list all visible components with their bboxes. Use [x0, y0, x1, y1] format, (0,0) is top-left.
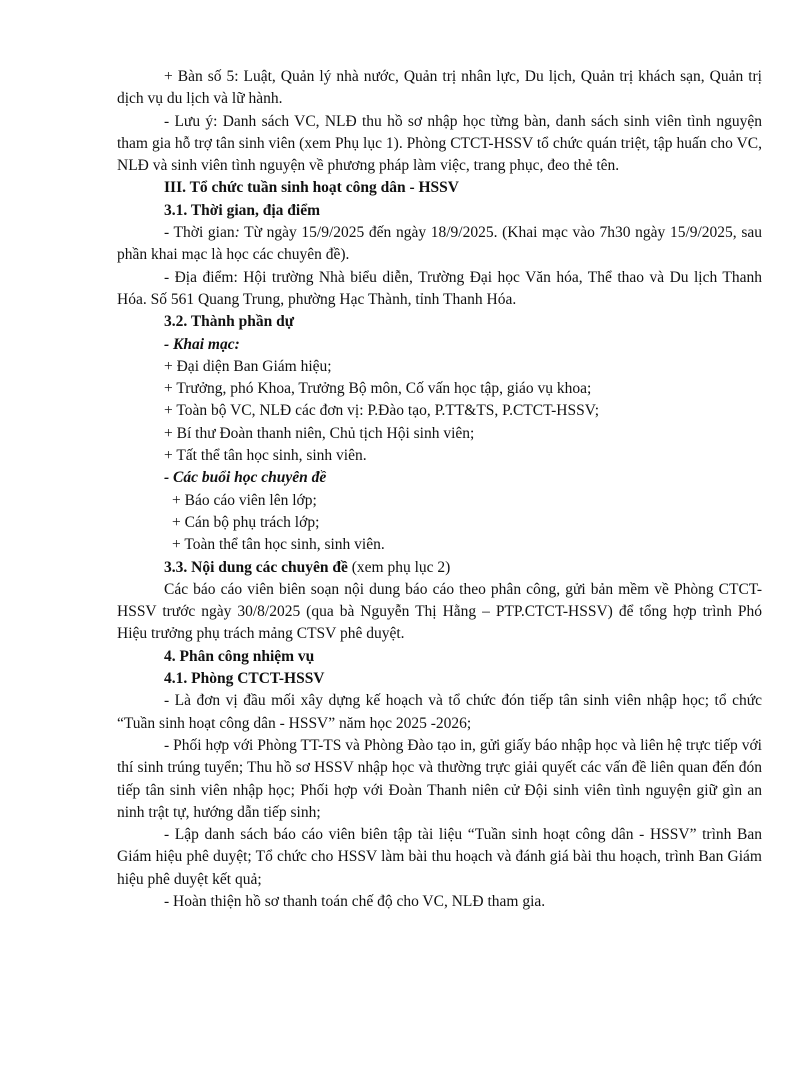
heading-3-3-ref: (xem phụ lục 2) [347, 558, 451, 576]
list-item: + Cán bộ phụ trách lớp; [172, 513, 320, 531]
heading-3-1: 3.1. Thời gian, địa điểm [164, 201, 321, 219]
heading-4-1: 4.1. Phòng CTCT-HSSV [164, 670, 325, 688]
heading-3-3-title: 3.3. Nội dung các chuyên đề [164, 558, 348, 576]
heading-section-4: 4. Phân công nhiệm vụ [164, 647, 315, 665]
list-item: + Trưởng, phó Khoa, Trưởng Bộ môn, Cố vấn học tập, giáo vụ khoa; [164, 380, 592, 398]
duty-item: - Là đơn vị đầu mối xây dựng kế hoạch và tổ chức đón tiếp tân sinh viên nhập học; tổ chức “Tuần sinh hoạt công dân - HSSV” năm học 2025 -2026; [117, 692, 762, 732]
opening-label: - Khai mạc: [164, 335, 240, 353]
time-text: Từ ngày 15/9/2025 đến ngày 18/9/2025. (Khai mạc vào 7h30 ngày 15/9/2025, sau phần khai mạc là học các chuyên đề). [117, 224, 762, 264]
time-label: - Thời gian [164, 224, 235, 242]
paragraph-place: - Địa điểm: Hội trường Nhà biểu diễn, Trường Đại học Văn hóa, Thể thao và Du lịch Thanh Hóa. Số 561 Quang Trung, phường Hạc Thành, tỉnh Thanh Hóa. [117, 268, 762, 308]
document-page [117, 66, 762, 913]
paragraph-3-3: Các báo cáo viên biên soạn nội dung báo cáo theo phân công, gửi bản mềm về Phòng CTCT-HSSV trước ngày 30/8/2025 (qua bà Nguyễn Thị Hằng – PTP.CTCT-HSSV) để tổng hợp trình Phó Hiệu trưởng phụ trách mảng CTSV phê duyệt. [117, 580, 762, 643]
sessions-label: - Các buổi học chuyên đề [164, 469, 327, 487]
list-item: + Toàn bộ VC, NLĐ các đơn vị: P.Đào tạo, P.TT&TS, P.CTCT-HSSV; [164, 402, 600, 420]
heading-3-3 [117, 557, 762, 579]
list-item: + Báo cáo viên lên lớp; [172, 491, 317, 509]
paragraph-time [117, 222, 762, 267]
duty-item: - Hoàn thiện hồ sơ thanh toán chế độ cho VC, NLĐ tham gia. [164, 892, 546, 910]
heading-3-2: 3.2. Thành phần dự [164, 313, 295, 331]
paragraph-table-5: + Bàn số 5: Luật, Quản lý nhà nước, Quản trị nhân lực, Du lịch, Quản trị khách sạn, Quản trị dịch vụ du lịch và lữ hành. [117, 68, 762, 108]
heading-section-3: III. Tổ chức tuần sinh hoạt công dân - HSSV [164, 179, 459, 197]
list-item: + Toàn thể tân học sinh, sinh viên. [172, 536, 385, 554]
duty-item: - Phối hợp với Phòng TT-TS và Phòng Đào tạo in, gửi giấy báo nhập học và liên hệ trực tiếp với thí sinh trúng tuyển; Thu hồ sơ HSSV nhập học và thường trực giải quyết các vấn đề liên quan đến đón tiếp tân sinh viên nhập học; Phối hợp với Đoàn Thanh niên cử Đội sinh viên tình nguyện giữ gìn an ninh trật tự, hướng dẫn tiếp sinh; [117, 736, 762, 821]
list-item: + Đại diện Ban Giám hiệu; [164, 357, 332, 375]
list-item: + Tất thể tân học sinh, sinh viên. [164, 447, 367, 465]
list-item: + Bí thư Đoàn thanh niên, Chủ tịch Hội sinh viên; [164, 424, 475, 442]
paragraph-note: - Lưu ý: Danh sách VC, NLĐ thu hồ sơ nhập học từng bàn, danh sách sinh viên tình nguyện tham gia hỗ trợ tân sinh viên (xem Phụ lục 1). Phòng CTCT-HSSV tổ chức quán triệt, tập huấn cho VC, NLĐ và sinh viên tình nguyện về phương pháp làm việc, trang phục, đeo thẻ tên. [117, 112, 762, 175]
time-colon: : [234, 224, 240, 242]
duty-item: - Lập danh sách báo cáo viên biên tập tài liệu “Tuần sinh hoạt công dân - HSSV” trình Ban Giám hiệu phê duyệt; Tổ chức cho HSSV làm bài thu hoạch và đánh giá bài thu hoạch, trình Ban Giám hiệu phê duyệt kết quả; [117, 826, 762, 888]
